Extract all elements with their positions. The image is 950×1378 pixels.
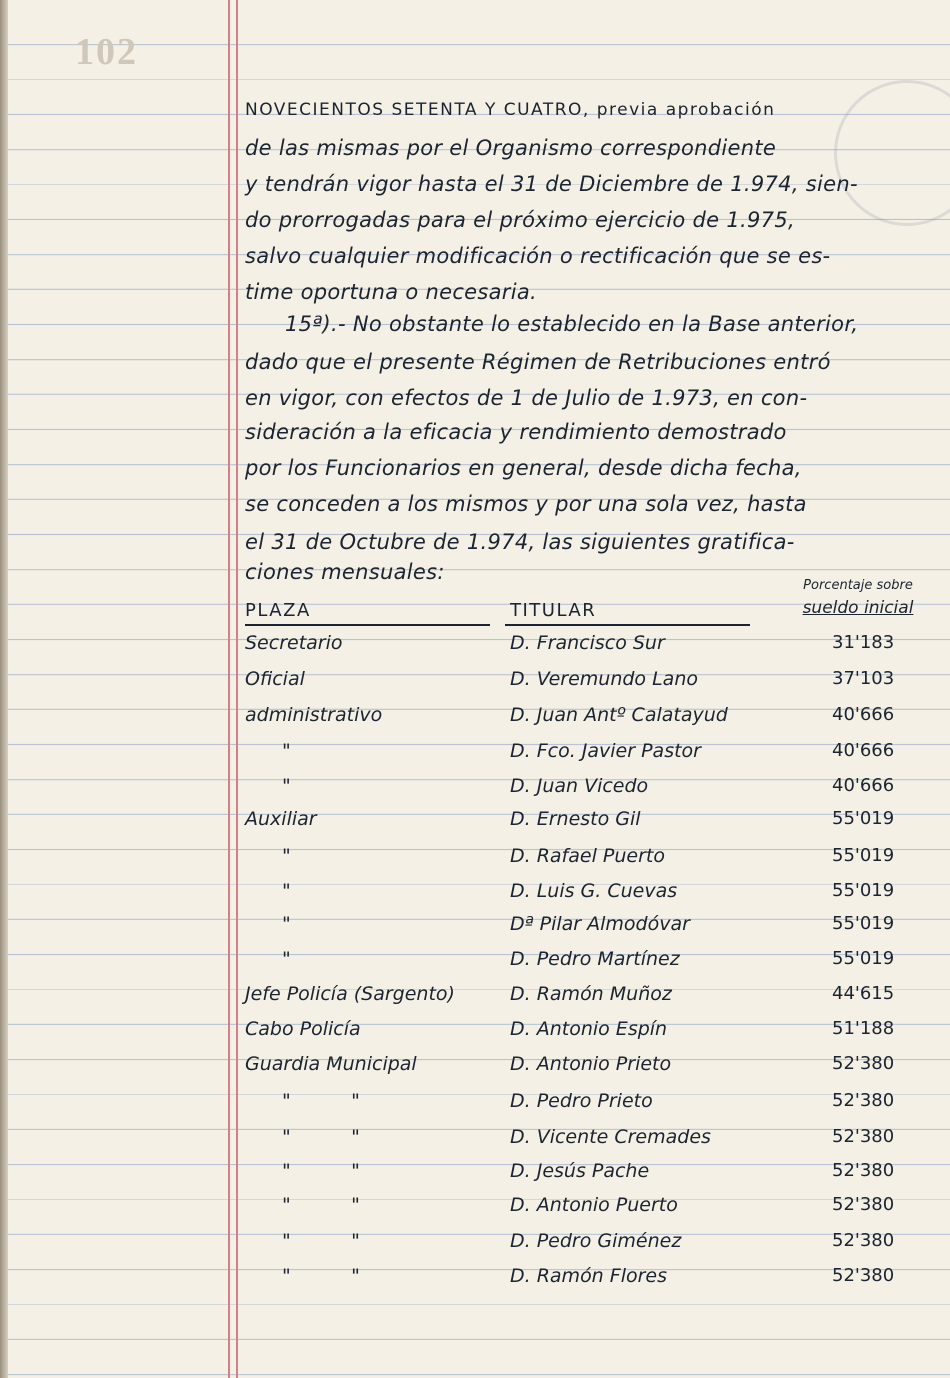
- titular-cell: D. Juan Vicedo: [510, 775, 649, 797]
- plaza-cell: " ": [282, 1194, 360, 1216]
- percentage-cell: 55'019: [832, 948, 895, 969]
- table-row: [0, 1053, 950, 1087]
- plaza-cell: Guardia Municipal: [245, 1053, 417, 1075]
- percentage-cell: 55'019: [832, 845, 895, 866]
- table-row: [0, 880, 950, 914]
- text-line: time oportuna o necesaria.: [245, 280, 538, 304]
- titular-cell: D. Ramón Muñoz: [510, 983, 672, 1005]
- plaza-cell: ": [282, 880, 291, 902]
- plaza-cell: " ": [282, 1265, 360, 1287]
- text-line: en vigor, con efectos de 1 de Julio de 1.973, en con-: [245, 386, 808, 410]
- plaza-cell: " ": [282, 1160, 360, 1182]
- plaza-cell: " ": [282, 1230, 360, 1252]
- percentage-cell: 44'615: [832, 983, 895, 1004]
- percentage-cell: 52'380: [832, 1126, 895, 1147]
- table-row: [0, 1230, 950, 1264]
- percentage-cell: 55'019: [832, 913, 895, 934]
- plaza-cell: Jefe Policía (Sargento): [245, 983, 455, 1005]
- plaza-cell: ": [282, 775, 291, 797]
- table-row: [0, 668, 950, 702]
- titular-cell: D. Francisco Sur: [510, 632, 665, 654]
- text-line: NOVECIENTOS SETENTA Y CUATRO, previa aprobación: [245, 100, 776, 120]
- text-line: 15ª).- No obstante lo establecido en la Base anterior,: [285, 312, 859, 336]
- plaza-cell: ": [282, 948, 291, 970]
- plaza-cell: " ": [282, 1126, 360, 1148]
- header-titular-underline: [505, 624, 750, 626]
- titular-cell: D. Pedro Prieto: [510, 1090, 653, 1112]
- text-line: por los Funcionarios en general, desde dicha fecha,: [245, 456, 802, 480]
- text-line: sideración a la eficacia y rendimiento demostrado: [245, 420, 787, 444]
- faded-seal-stamp: [834, 80, 950, 226]
- table-row: [0, 808, 950, 842]
- table-row: [0, 913, 950, 947]
- titular-cell: D. Antonio Puerto: [510, 1194, 678, 1216]
- plaza-cell: Secretario: [245, 632, 343, 654]
- text-line: de las mismas por el Organismo correspondiente: [245, 136, 777, 160]
- header-percentage-line1: Porcentaje sobre: [803, 578, 913, 593]
- table-row: [0, 1194, 950, 1228]
- percentage-cell: 40'666: [832, 704, 895, 725]
- titular-cell: Dª Pilar Almodóvar: [510, 913, 690, 935]
- table-row: [0, 704, 950, 738]
- page-number: 102: [75, 31, 138, 73]
- titular-cell: D. Juan Antº Calatayud: [510, 704, 728, 726]
- titular-cell: D. Fco. Javier Pastor: [510, 740, 701, 762]
- table-row: [0, 1160, 950, 1194]
- table-row: [0, 1126, 950, 1160]
- plaza-cell: Cabo Policía: [245, 1018, 361, 1040]
- text-line: se conceden a los mismos y por una sola vez, hasta: [245, 492, 807, 516]
- table-row: [0, 1265, 950, 1299]
- header-plaza: PLAZA: [245, 600, 311, 621]
- percentage-cell: 31'183: [832, 632, 895, 653]
- percentage-cell: 55'019: [832, 880, 895, 901]
- table-row: [0, 1090, 950, 1124]
- titular-cell: D. Luis G. Cuevas: [510, 880, 678, 902]
- plaza-cell: ": [282, 845, 291, 867]
- table-row: [0, 983, 950, 1017]
- table-row: [0, 948, 950, 982]
- titular-cell: D. Antonio Prieto: [510, 1053, 672, 1075]
- plaza-cell: " ": [282, 1090, 360, 1112]
- header-percentage-line2: sueldo inicial: [802, 598, 914, 618]
- table-row: [0, 632, 950, 666]
- plaza-cell: administrativo: [245, 704, 383, 726]
- percentage-cell: 52'380: [832, 1053, 895, 1074]
- table-row: [0, 845, 950, 879]
- titular-cell: D. Ramón Flores: [510, 1265, 668, 1287]
- text-line: ciones mensuales:: [245, 560, 445, 584]
- plaza-cell: Auxiliar: [245, 808, 317, 830]
- text-line: dado que el presente Régimen de Retribuciones entró: [245, 350, 831, 374]
- titular-cell: D. Pedro Giménez: [510, 1230, 682, 1252]
- plaza-cell: ": [282, 740, 291, 762]
- titular-cell: D. Ernesto Gil: [510, 808, 641, 830]
- titular-cell: D. Pedro Martínez: [510, 948, 680, 970]
- percentage-cell: 40'666: [832, 775, 895, 796]
- text-line: do prorrogadas para el próximo ejercicio de 1.975,: [245, 208, 795, 232]
- table-row: [0, 740, 950, 774]
- percentage-cell: 40'666: [832, 740, 895, 761]
- plaza-cell: ": [282, 913, 291, 935]
- percentage-cell: 52'380: [832, 1160, 895, 1181]
- percentage-cell: 52'380: [832, 1265, 895, 1286]
- percentage-cell: 37'103: [832, 668, 895, 689]
- titular-cell: D. Jesús Pache: [510, 1160, 650, 1182]
- text-line: el 31 de Octubre de 1.974, las siguientes gratifica-: [245, 530, 795, 554]
- table-row: [0, 1018, 950, 1052]
- text-line: salvo cualquier modificación o rectificación que se es-: [245, 244, 831, 268]
- titular-cell: D. Veremundo Lano: [510, 668, 698, 690]
- table-row: [0, 775, 950, 809]
- plaza-cell: Oficial: [245, 668, 305, 690]
- titular-cell: D. Rafael Puerto: [510, 845, 665, 867]
- header-plaza-underline: [245, 624, 490, 626]
- percentage-cell: 52'380: [832, 1194, 895, 1215]
- titular-cell: D. Antonio Espín: [510, 1018, 668, 1040]
- percentage-cell: 51'188: [832, 1018, 895, 1039]
- header-titular: TITULAR: [510, 600, 597, 621]
- titular-cell: D. Vicente Cremades: [510, 1126, 711, 1148]
- percentage-cell: 52'380: [832, 1230, 895, 1251]
- percentage-cell: 55'019: [832, 808, 895, 829]
- header-percentage: [788, 575, 928, 619]
- percentage-cell: 52'380: [832, 1090, 895, 1111]
- text-line: y tendrán vigor hasta el 31 de Diciembre de 1.974, sien-: [245, 172, 858, 196]
